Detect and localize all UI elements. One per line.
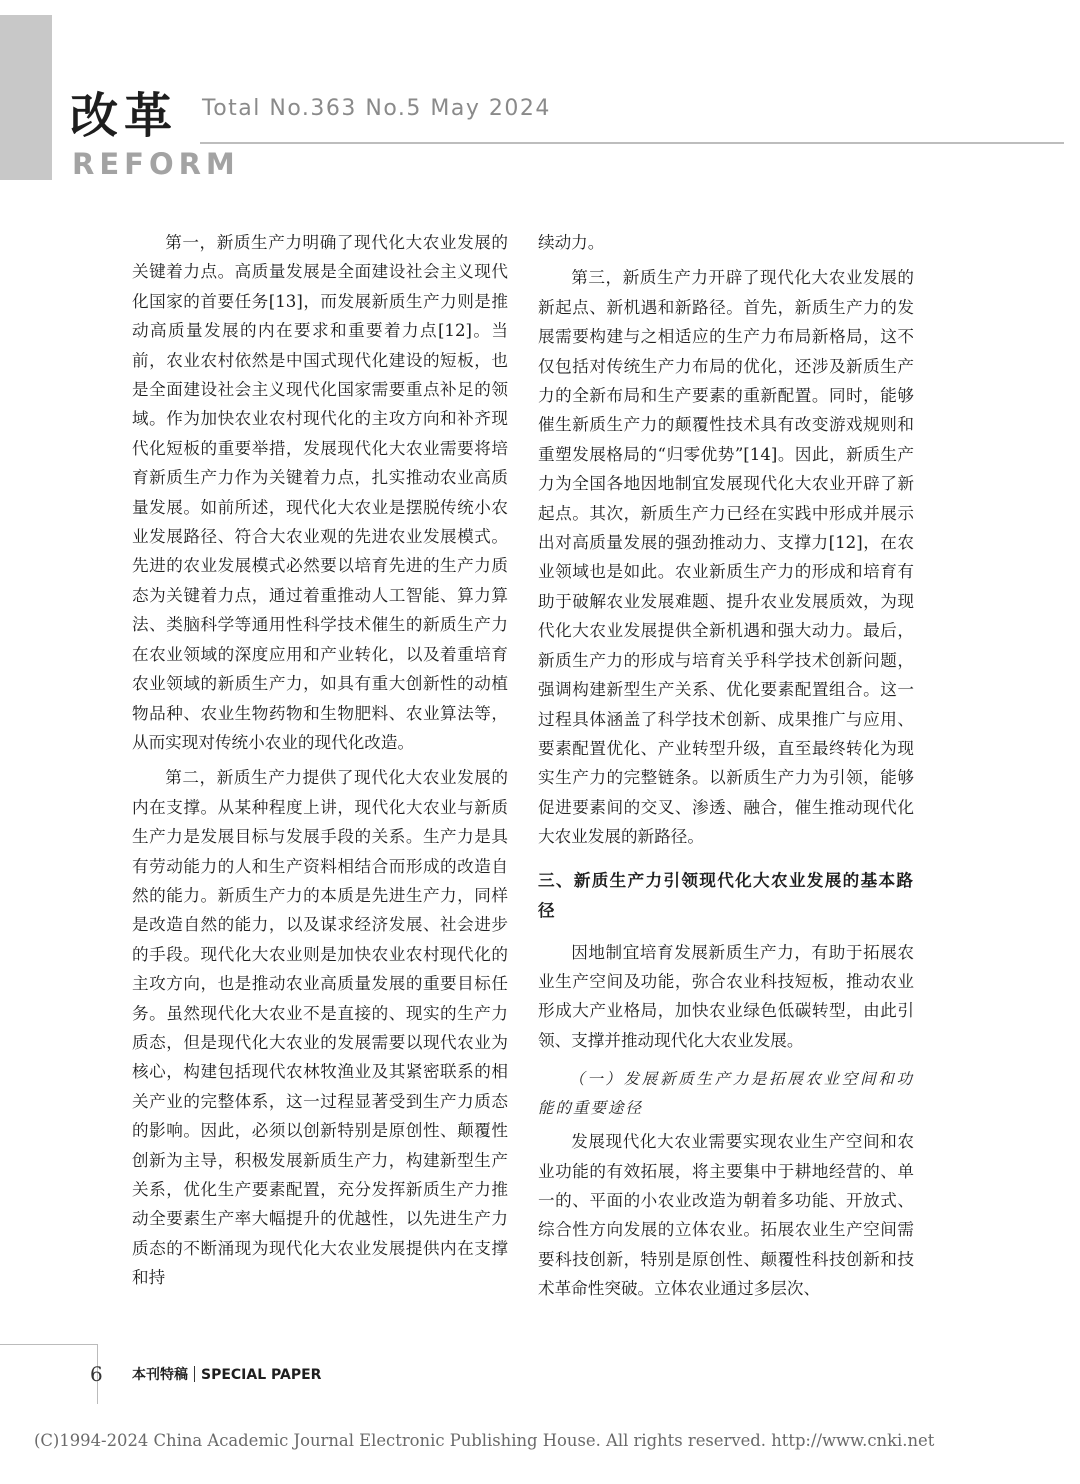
section-intro: 因地制宜培育发展新质生产力，有助于拓展农业生产空间及功能，弥合农业科技短板，推动农业形成大产业格局，加快农业绿色低碳转型，由此引领、支撑并推动现代化大农业发展。 bbox=[538, 942, 914, 1050]
subsection-paragraph: 发展现代化大农业需要实现农业生产空间和农业功能的有效拓展，将主要集中于耕地经营的、单一的、平面的小农业改造为朝着多功能、开放式、综合性方向发展的立体农业。拓展农业生产空间需要科技创新，特别是原创性、颠覆性科技创新和技术革命性突破。立体农业通过多层次、 bbox=[538, 1132, 914, 1299]
section-heading: 三、新质生产力引领现代化大农业发展的基本路径 bbox=[538, 870, 914, 920]
section-tag-cn: 本刊特稿 bbox=[132, 1367, 188, 1383]
copyright-line: (C)1994-2024 China Academic Journal Electronic Publishing House. All rights reserved. http://www.cnki.net bbox=[34, 1431, 935, 1450]
paragraph-third: 第三，新质生产力开辟了现代化大农业发展的新起点、新机遇和新路径。首先，新质生产力的发展需要构建与之相适应的生产力布局新格局，这不仅包括对传统生产力布局的优化，还涉及新质生产力的全新布局和生产要素的重新配置。同时，能够催生新质生产力的颠覆性技术具有改变游戏规则和重塑发展格局的“归零优势”[14]。因此，新质生产力为全国各地因地制宜发展现代化大农业开辟了新起点。其次，新质生产力已经在实践中形成并展示出对高质量发展的强劲推动力、支撑力[12]，在农业领域也是如此。农业新质生产力的形成和培育有助于破解农业发展难题、提升农业发展质效，为现代化大农业发展提供全新机遇和强大动力。最后，新质生产力的形成与培育关乎科学技术创新问题，强调构建新型生产关系、优化要素配置组合。这一过程具体涵盖了科学技术创新、成果推广与应用、要素配置优化、产业转型升级，直至最终转化为现实生产力的完整链条。以新质生产力为引领，能够促进要素间的交叉、渗透、融合，催生推动现代化大农业发展的新路径。 bbox=[538, 268, 914, 847]
footer-rule-horizontal bbox=[0, 1344, 97, 1345]
right-column bbox=[538, 228, 914, 1304]
journal-logo-cn: 改革 bbox=[70, 88, 179, 144]
paragraph-continuation: 续动力。 bbox=[538, 233, 605, 252]
issue-info: Total No.363 No.5 May 2024 bbox=[202, 96, 551, 121]
section-tag-divider bbox=[194, 1366, 195, 1382]
masthead-gray-tab bbox=[0, 15, 52, 180]
page-number: 6 bbox=[90, 1362, 103, 1386]
subsection-heading: （一）发展新质生产力是拓展农业空间和功能的重要途径 bbox=[538, 1070, 914, 1118]
left-column bbox=[132, 228, 508, 1293]
header-rule bbox=[200, 142, 1064, 144]
section-tag bbox=[132, 1366, 321, 1382]
paragraph-first: 第一，新质生产力明确了现代化大农业发展的关键着力点。高质量发展是全面建设社会主义现代化国家的首要任务[13]，而发展新质生产力则是推动高质量发展的内在要求和重要着力点[12]。当前，农业农村依然是中国式现代化建设的短板，也是全面建设社会主义现代化国家需要重点补足的领域。作为加快农业农村现代化的主攻方向和补齐现代化短板的重要举措，发展现代化大农业需要将培育新质生产力作为关键着力点，扎实推动农业高质量发展。如前所述，现代化大农业是摆脱传统小农业发展路径、符合大农业观的先进农业发展模式。先进的农业发展模式必然要以培育先进的生产力质态为关键着力点，通过着重推动人工智能、算力算法、类脑科学等通用性科学技术催生的新质生产力在农业领域的深度应用和产业转化，以及着重培育农业领域的新质生产力，如具有重大创新性的动植物品种、农业生物药物和生物肥料、农业算法等，从而实现对传统小农业的现代化改造。 bbox=[132, 233, 508, 752]
journal-logo-en: REFORM bbox=[72, 147, 240, 181]
paragraph-second: 第二，新质生产力提供了现代化大农业发展的内在支撑。从某种程度上讲，现代化大农业与新质生产力是发展目标与发展手段的关系。生产力是具有劳动能力的人和生产资料相结合而形成的改造自然的能力。新质生产力的本质是先进生产力，同样是改造自然的能力，以及谋求经济发展、社会进步的手段。现代化大农业则是加快农业农村现代化的主攻方向，也是推动农业高质量发展的重要目标任务。虽然现代化大农业不是直接的、现实的生产力质态，但是现代化大农业的发展需要以现代农业为核心，构建包括现代农林牧渔业及其紧密联系的相关产业的完整体系，这一过程显著受到生产力质态的影响。因此，必须以创新特别是原创性、颠覆性创新为主导，积极发展新质生产力，构建新型生产关系，优化生产要素配置，充分发挥新质生产力推动全要素生产率大幅提升的优越性，以先进生产力质态的不断涌现为现代化大农业发展提供内在支撑和持 bbox=[132, 768, 508, 1288]
section-tag-en: SPECIAL PAPER bbox=[201, 1367, 322, 1383]
